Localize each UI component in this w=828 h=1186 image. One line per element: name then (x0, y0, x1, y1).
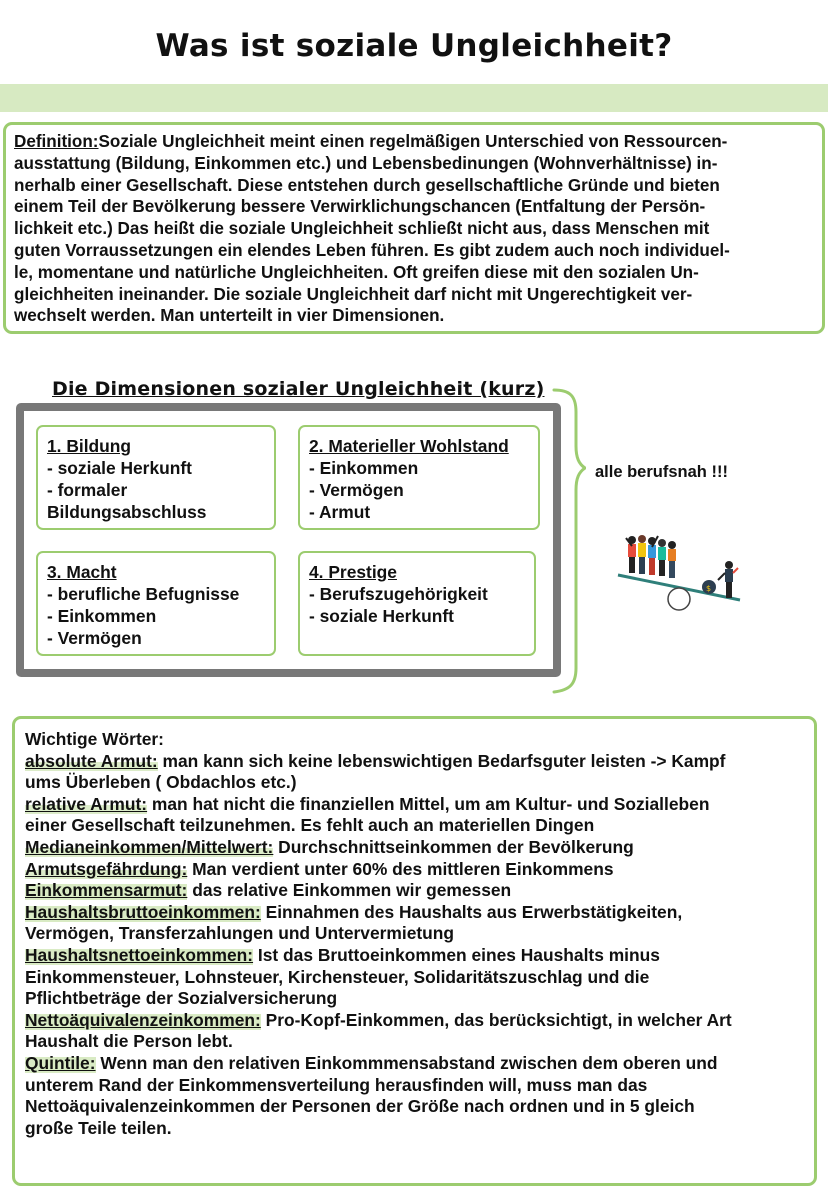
dimension-item: Bildungsabschluss (47, 502, 207, 522)
dimension-item: - Armut (309, 502, 371, 522)
glossary-entry-medianeinkommen: Medianeinkommen/Mittelwert: Durchschnittseinkommen der Bevölkerung (25, 836, 634, 857)
glossary-entry-quintile: Quintile: Wenn man den relativen Einkommmensabstand zwischen dem oberen und unterem Rand der Einkommensverteilung herausfinden will, muss man das Nettoäquivalenzeinkommen der Personen der Größe nach ordnen und in 5 gleich große Teile teilen. (25, 1052, 718, 1138)
glossary-term: absolute Armut: (25, 750, 158, 771)
glossary-term: Nettoäquivalenzeinkommen: (25, 1009, 261, 1030)
dimension-item: - Berufszugehörigkeit (309, 584, 488, 604)
glossary-entry-haushaltsbruttoeinkommen: Haushaltsbruttoeinkommen: Einnahmen des Haushalts aus Erwerbstätigkeiten, Vermögen, Transferzahlungen und Untervermietung (25, 901, 683, 944)
glossary-term: Einkommensarmut: (25, 880, 188, 901)
dimensions-heading: Die Dimensionen sozialer Ungleichheit (kurz) (52, 378, 545, 400)
glossary-term: Armutsgefährdung: (25, 858, 188, 879)
definition-line: wechselt werden. Man unterteilt in vier Dimensionen. (14, 306, 445, 326)
glossary-term: Medianeinkommen/Mittelwert: (25, 836, 274, 857)
dimension-item: - Einkommen (47, 606, 157, 626)
dimension-item: - berufliche Befugnisse (47, 584, 240, 604)
glossary-entry-haushaltsnettoeinkommen: Haushaltsnettoeinkommen: Ist das Bruttoeinkommen eines Haushalts minus Einkommensteuer, Lohnsteuer, Kirchensteuer, Solidaritätszuschlag und die Pflichtbeträge der Sozialversicherung (25, 944, 660, 1009)
side-note: alle berufsnah !!! (595, 463, 728, 481)
dimension-card-macht (36, 551, 276, 656)
glossary-entry-nettoaequivalenzeinkommen: Nettoäquivalenzeinkommen: Pro-Kopf-Einkommen, das berücksichtigt, in welcher Art Haushalt die Person lebt. (25, 1009, 732, 1052)
dimension-title: 3. Macht (47, 562, 117, 582)
definition-label: Definition: (14, 132, 99, 151)
definition-line: nerhalb einer Gesellschaft. Diese entstehen durch gesellschaftliche Gründe und bieten (14, 175, 720, 195)
inequality-seesaw-icon (612, 528, 747, 613)
dimension-item: - Vermögen (309, 480, 404, 500)
dimension-item: - soziale Herkunft (47, 458, 192, 478)
definition-line: lichkeit etc.) Das heißt die soziale Ungleichheit schließt nicht aus, dass Menschen mit (14, 219, 710, 239)
definition-box (3, 122, 825, 334)
dimension-item: - Einkommen (309, 458, 419, 478)
glossary-box (12, 716, 817, 1186)
dimension-card-wohlstand (298, 425, 540, 530)
definition-line: gleichheiten ineinander. Die soziale Ungleichheit darf nicht mit Ungerechtigkeit ver- (14, 284, 693, 304)
glossary-term: Haushaltsbruttoeinkommen: (25, 901, 261, 922)
dimension-item: - soziale Herkunft (309, 606, 454, 626)
dimension-item: - formaler (47, 480, 128, 500)
page-title: Was ist soziale Ungleichheit? (155, 28, 673, 64)
glossary-entry-armutsgefaehrdung: Armutsgefährdung: Man verdient unter 60% des mittleren Einkommens (25, 858, 614, 879)
definition-line: le, momentane und natürliche Ungleichheiten. Oft greifen diese mit den sozialen Un- (14, 262, 699, 282)
definition-line: Definition:Soziale Ungleichheit meint einen regelmäßigen Unterschied von Ressourcen- (14, 132, 728, 151)
dimension-title: 1. Bildung (47, 436, 132, 456)
dimension-card-prestige (298, 551, 536, 656)
glossary-term: Quintile: (25, 1052, 96, 1073)
glossary-entry-einkommensarmut: Einkommensarmut: das relative Einkommen wir gemessen (25, 880, 512, 901)
definition-line: einem Teil der Bevölkerung bessere Verwirklichungschancen (Entfaltung der Persön- (14, 197, 706, 217)
header-divider (0, 84, 828, 112)
curly-brace-icon (552, 388, 586, 698)
dimension-card-bildung (36, 425, 276, 530)
svg-text:$: $ (706, 584, 712, 593)
glossary-entry-relative-armut: relative Armut: man hat nicht die finanziellen Mittel, um am Kultur- und Sozialleben einer Gesellschaft teilzunehmen. Es fehlt auch an materiellen Dingen (25, 793, 710, 836)
glossary-term: Haushaltsnettoeinkommen: (25, 944, 254, 965)
glossary-term: relative Armut: (25, 793, 148, 814)
definition-line: ausstattung (Bildung, Einkommen etc.) und Lebensbedinungen (Wohnverhältnisse) in- (14, 153, 718, 173)
glossary-entry-absolute-armut: absolute Armut: man kann sich keine lebenswichtigen Bedarfsguter leisten -> Kampf ums Überleben ( Obdachlos etc.) (25, 750, 726, 793)
definition-line: guten Vorraussetzungen ein elendes Leben führen. Es gibt zudem auch noch individuel- (14, 240, 730, 260)
dimension-title: 4. Prestige (309, 562, 397, 582)
glossary-heading: Wichtige Wörter: (25, 729, 164, 749)
dimension-item: - Vermögen (47, 628, 142, 648)
dimension-title: 2. Materieller Wohlstand (309, 436, 509, 456)
